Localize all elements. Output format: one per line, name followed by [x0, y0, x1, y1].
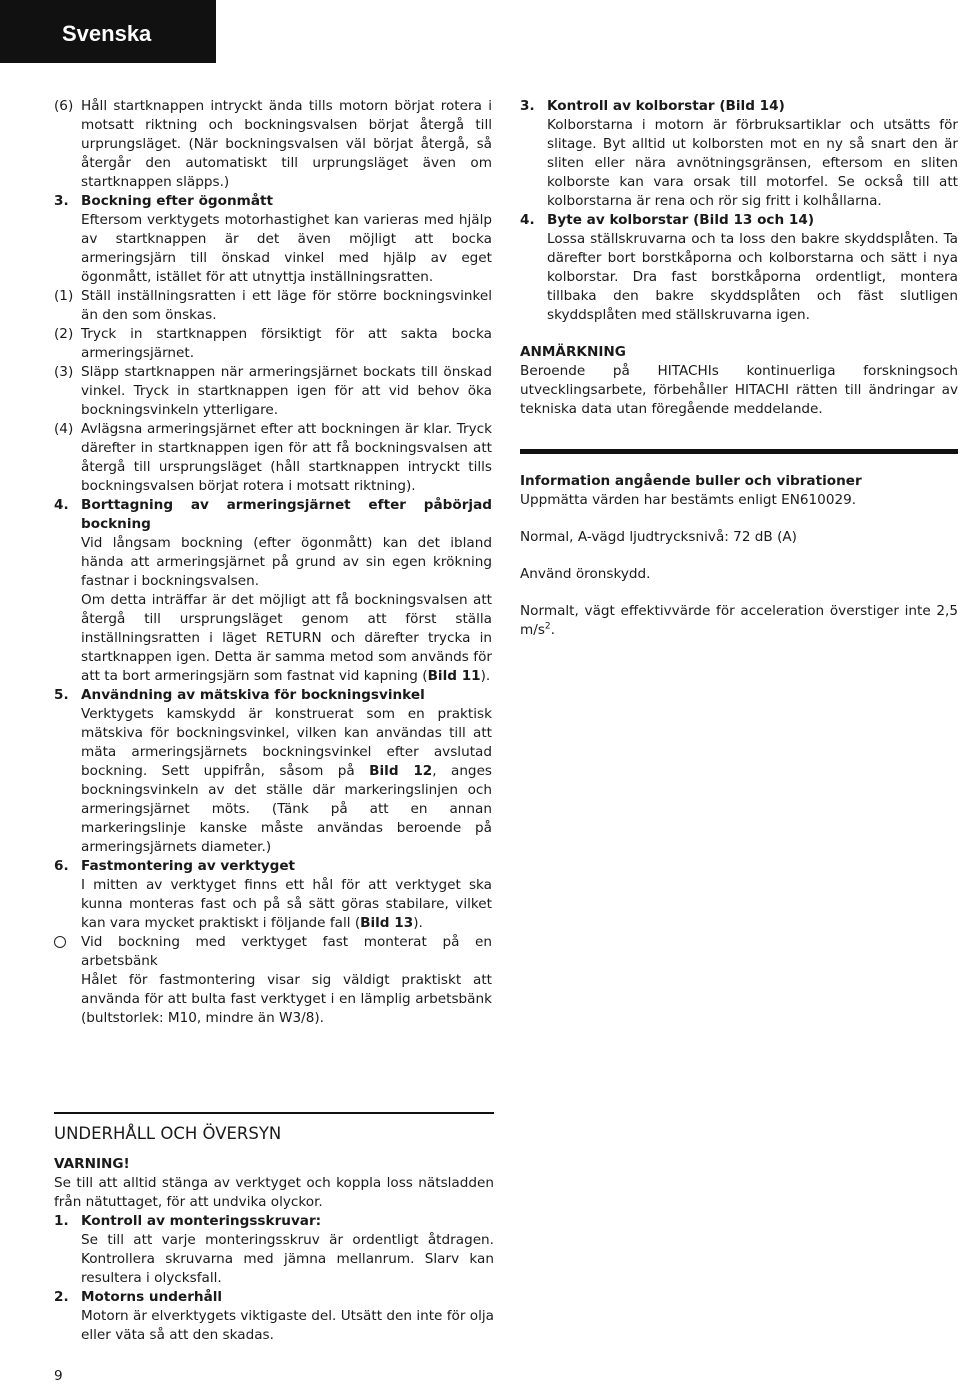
step-text: Tryck in startknappen försiktigt för att sakta bocka armeringsjärnet.	[81, 326, 492, 361]
section-number: 3.	[54, 193, 69, 209]
step-text: Avlägsna armeringsjärnet efter att bockningen är klar. Tryck därefter in startknappen igen för att få bockningsvalsen att återgå till ursprungsläget (håll startknappen intryckt tills bockningsvalsen börjat rotera i motsatt riktning).	[81, 421, 492, 494]
section-title: Byte av kolborstar (Bild 13 och 14)	[547, 212, 815, 228]
item-body: Motorn är elverktygets viktigaste del. Utsätt den inte för olja eller väta så att den skadas.	[81, 1308, 494, 1343]
step-4	[54, 420, 492, 496]
item-title: Motorns underhåll	[81, 1289, 223, 1305]
section-title: Fastmontering av verktyget	[81, 858, 296, 874]
note-text: Beroende på HITACHIs kontinuerliga forskningsoch utvecklingsarbete, förbehåller HITACHI rätten till ändringar av tekniska data utan föregående meddelande.	[520, 363, 958, 417]
superscript: 2	[544, 621, 551, 632]
step-text: Håll startknappen intryckt ända tills motorn börjat rotera i motsatt riktning och bockningsvalsen börjat återgå till urprungsläget. (När bockningsvalsen väl börjat återgå, så återgår den automatiskt till urprungsläget även om startknappen släpps.)	[81, 98, 492, 190]
maintenance-section	[54, 1112, 494, 1345]
section-4	[54, 496, 492, 686]
maint-item-1	[54, 1212, 494, 1288]
noise-line: Normal, A-vägd ljudtrycksnivå: 72 dB (A)	[520, 529, 797, 545]
noise-heading: Information angående buller och vibrationer	[520, 473, 862, 489]
note-heading: ANMÄRKNING	[520, 344, 626, 360]
section-title: Kontroll av kolborstar (Bild 14)	[547, 98, 785, 114]
step-6	[54, 97, 492, 192]
step-number: (2)	[54, 326, 74, 342]
item-title: Kontroll av monteringsskruvar:	[81, 1213, 322, 1229]
step-2	[54, 325, 492, 363]
noise-line: Normalt, vägt effektivvärde för acceleration överstiger inte 2,5 $m/s^2$.	[520, 603, 958, 638]
noise-line: Uppmätta värden har bestämts enligt EN610029.	[520, 492, 857, 508]
step-text: Ställ inställningsratten i ett läge för större bockningsvinkel än den som önskas.	[81, 288, 492, 323]
item-body: Se till att varje monteringsskruv är ordentligt åtdragen. Kontrollera skruvarna med jämna mellanrum. Slarv kan resultera i olycksfall.	[81, 1232, 494, 1286]
section-body: I mitten av verktyget finns ett hål för att verktyget ska kunna monteras fast och på så sätt göras stabilare, vilket kan vara mycket praktiskt i följande fall (Bild 13).	[81, 877, 492, 931]
figure-ref: Bild 12	[369, 763, 433, 779]
item-number: 1.	[54, 1213, 69, 1229]
section-number: 5.	[54, 687, 69, 703]
section-title: Bockning efter ögonmått	[81, 193, 273, 209]
figure-ref: Bild 11	[427, 668, 481, 684]
section-body: Lossa ställskruvarna och ta loss den bakre skyddsplåten. Ta därefter bort borstkåporna och kolborstarna och sätt i nya kolborstar. Dra fast borstkåporna ordentligt, montera tillbaka den bakre skyddsplåten och fäst slutligen skyddsplåten med ställskruvarna igen.	[547, 231, 958, 323]
spacer	[520, 547, 958, 565]
step-text: Släpp startknappen när armeringsjärnet bockats till önskad vinkel. Tryck in startknappen igen för att vid behov öka bockningsvinkeln ytterligare.	[81, 364, 492, 418]
left-column	[54, 97, 492, 1028]
section-body: Kolborstarna i motorn är förbruksartiklar och utsätts för slitage. Byt alltid ut kolborsten mot en ny så snart den är sliten eller nära avnötningsgränsen, eftersom en sliten kolborste kan vara orsak till motorfel. Se också till att kolborstarna är rena och rör sig fritt i kolhållarna.	[547, 117, 958, 209]
thick-divider	[520, 449, 958, 454]
step-number: (6)	[54, 98, 74, 114]
section-title: Användning av mätskiva för bockningsvinkel	[81, 687, 425, 703]
warning-heading: VARNING!	[54, 1156, 130, 1172]
section-number: 4.	[520, 212, 535, 228]
spacer	[520, 584, 958, 602]
spacer	[520, 325, 958, 343]
section-r3	[520, 97, 958, 211]
section-body: Verktygets kamskydd är konstruerat som en praktisk mätskiva för bockningsvinkel, vilken kan användas till att mäta armeringsjärnets bockningsvinkel efter avslutad bockning. Sett uppifrån, såsom på Bild 12, anges bockningsvinkeln av det ställe där markeringslinjen och armeringsjärnet möts. (Tänk på att en annan markeringslinje kanske måste användas beroende på armeringsjärnets diameter.)	[81, 706, 493, 855]
step-3	[54, 363, 492, 420]
noise-line: Använd öronskydd.	[520, 566, 651, 582]
maint-item-2	[54, 1288, 494, 1345]
section-body: Eftersom verktygets motorhastighet kan varieras med hjälp av startknappen är det även möjligt att bocka armeringsjärn till önskad vinkel med hjälp av eget ögonmått, istället för att utnyttja inställningsratten.	[81, 212, 492, 285]
section-title: Borttagning av armeringsjärnet efter påbörjad bockning	[81, 497, 492, 532]
step-number: (1)	[54, 288, 74, 304]
section-number: 6.	[54, 858, 69, 874]
section-body: Vid långsam bockning (efter ögonmått) kan det ibland hända att armeringsjärnet på grund av sin egen krökning fastnar i bockningsvalsen.	[81, 535, 492, 589]
step-1	[54, 287, 492, 325]
section-heading: UNDERHÅLL OCH ÖVERSYN	[54, 1124, 282, 1143]
section-body: Om detta inträffar är det möjligt att få bockningsvalsen att återgå till ursprungsläget genom att först ställa inställningsratten i läget RETURN och därefter trycka in startknappen igen. Detta är samma metod som används för att ta bort armeringsjärn som fastnat vid kapning (Bild 11).	[81, 592, 492, 684]
step-number: (3)	[54, 364, 74, 380]
bullet-text: Vid bockning med verktyget fast monterat på en arbetsbänk	[81, 934, 492, 969]
warning-text: Se till att alltid stänga av verktyget och koppla loss nätsladden från nätuttaget, för att undvika olyckor.	[54, 1175, 494, 1210]
step-number: (4)	[54, 421, 74, 437]
section-5	[54, 686, 492, 857]
section-3	[54, 192, 492, 287]
circle-bullet-icon	[54, 936, 66, 948]
divider	[54, 1112, 494, 1114]
section-number: 3.	[520, 98, 535, 114]
item-number: 2.	[54, 1289, 69, 1305]
section-number: 4.	[54, 497, 69, 513]
bullet-text: Hålet för fastmontering visar sig väldigt praktiskt att använda för att bulta fast verktyget i en lämplig arbetsbänk (bultstorlek: M10, mindre än W3/8).	[81, 972, 492, 1026]
right-column	[520, 97, 958, 640]
circle-bullet-item	[54, 933, 492, 1028]
figure-ref: Bild 13	[360, 915, 414, 931]
page-number: 9	[54, 1368, 63, 1384]
section-r4	[520, 211, 958, 325]
spacer	[520, 510, 958, 528]
section-6	[54, 857, 492, 933]
language-tab: Svenska	[0, 0, 216, 63]
